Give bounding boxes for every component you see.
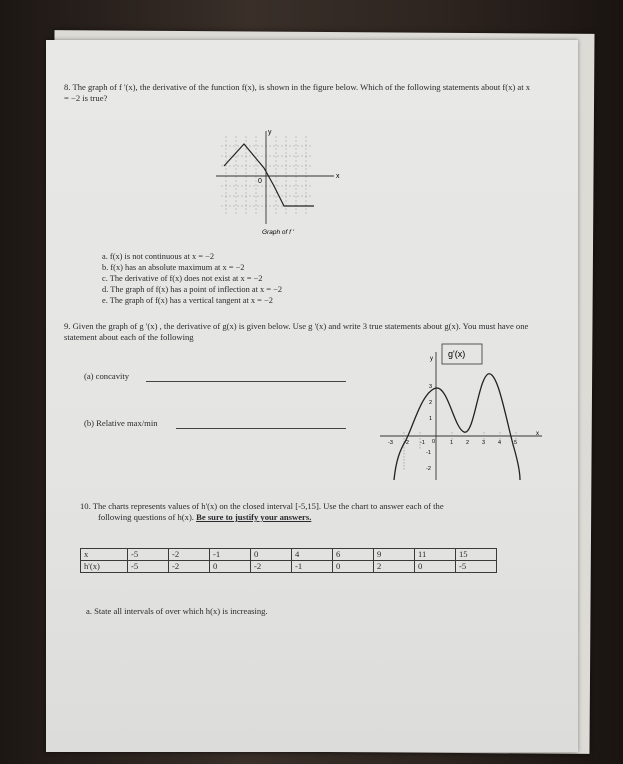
q10-stem-text: following questions of h(x). <box>98 512 194 522</box>
q8-origin: 0 <box>258 178 262 185</box>
table-cell: -1 <box>210 549 251 561</box>
table-header-x: x <box>81 549 128 561</box>
q9-xtick: 2 <box>466 440 470 446</box>
q9-part-b: (b) Relative max/min <box>84 418 158 428</box>
q8-stem: 8. The graph of f '(x), the derivative of the function f(x), is shown in the figure below. Which of the following statements about f(x) at x = −2 is true? <box>64 82 531 103</box>
q9-xtick: -2 <box>404 440 409 446</box>
table-row <box>81 561 497 573</box>
q9-xtick: 4 <box>498 440 502 446</box>
table-cell: -2 <box>251 561 292 573</box>
table-cell: 0 <box>415 561 456 573</box>
q9-gprime-curve <box>394 374 520 480</box>
q9-xtick: 5 <box>514 440 518 446</box>
q9-answer-line-b[interactable] <box>176 428 346 429</box>
worksheet-page <box>46 40 578 752</box>
q9-ytick: 2 <box>429 400 433 406</box>
q9-xtick: -3 <box>388 440 393 446</box>
table-header-hprime: h'(x) <box>81 561 128 573</box>
table-cell: 0 <box>210 561 251 573</box>
q8-graph <box>206 126 356 236</box>
table-row <box>81 549 497 561</box>
q8-x-label: x <box>336 173 340 180</box>
q9-x-label: x <box>536 431 539 437</box>
q10-stem-line1: 10. The charts represents values of h'(x) on the closed interval [-5,15]. Use the chart to answer each of the <box>80 501 444 511</box>
table-cell: -5 <box>128 549 169 561</box>
q9-graph <box>370 340 546 486</box>
q8-choice-a: a. f(x) is not continuous at x = −2 <box>102 252 215 261</box>
q9-ytick: 1 <box>429 416 433 422</box>
q8-fprime-curve <box>224 144 314 206</box>
table-cell: -5 <box>128 561 169 573</box>
q10-part-a: a. State all intervals of over which h(x) is increasing. <box>86 606 268 616</box>
table-cell: 0 <box>251 549 292 561</box>
q9-ytick: -2 <box>426 466 431 472</box>
q9-stem: 9. Given the graph of g '(x) , the derivative of g(x) is given below. Use g '(x) and write 3 true statements about g(x). You must have one statement about each of the following <box>64 321 529 342</box>
q8-y-label: y <box>268 129 272 136</box>
q9-xtick: 1 <box>450 440 454 446</box>
q9-ytick: 3 <box>429 384 433 390</box>
table-cell: 11 <box>415 549 456 561</box>
q8-choice-b: b. f(x) has an absolute maximum at x = −2 <box>102 263 245 272</box>
table-cell: 15 <box>456 549 497 561</box>
table-cell: 6 <box>333 549 374 561</box>
q9-xtick: -1 <box>420 440 425 446</box>
table-cell: 2 <box>374 561 415 573</box>
q9-xtick: 0 <box>432 439 436 445</box>
table-cell: -1 <box>292 561 333 573</box>
q9-xtick: 3 <box>482 440 486 446</box>
q9-graph-label: g'(x) <box>448 349 466 359</box>
q9-part-a: (a) concavity <box>84 371 130 381</box>
table-cell: -2 <box>169 549 210 561</box>
q9-y-label: y <box>430 356 433 362</box>
table-cell: -2 <box>169 561 210 573</box>
q9-ytick: -1 <box>426 450 431 456</box>
q8-choice-c: c. The derivative of f(x) does not exist at x = −2 <box>102 274 263 283</box>
q9-answer-line-a[interactable] <box>146 381 346 382</box>
q10-emphasis: Be sure to justify your answers. <box>196 512 312 522</box>
table-cell: -5 <box>456 561 497 573</box>
hprime-table <box>80 548 497 573</box>
table-cell: 4 <box>292 549 333 561</box>
q8-choice-d: d. The graph of f(x) has a point of inflection at x = −2 <box>102 285 283 294</box>
table-cell: 0 <box>333 561 374 573</box>
q8-choice-e: e. The graph of f(x) has a vertical tangent at x = −2 <box>102 296 273 305</box>
q10-stem-line2 <box>98 512 311 523</box>
q8-caption: Graph of f ' <box>262 229 294 236</box>
table-cell: 9 <box>374 549 415 561</box>
